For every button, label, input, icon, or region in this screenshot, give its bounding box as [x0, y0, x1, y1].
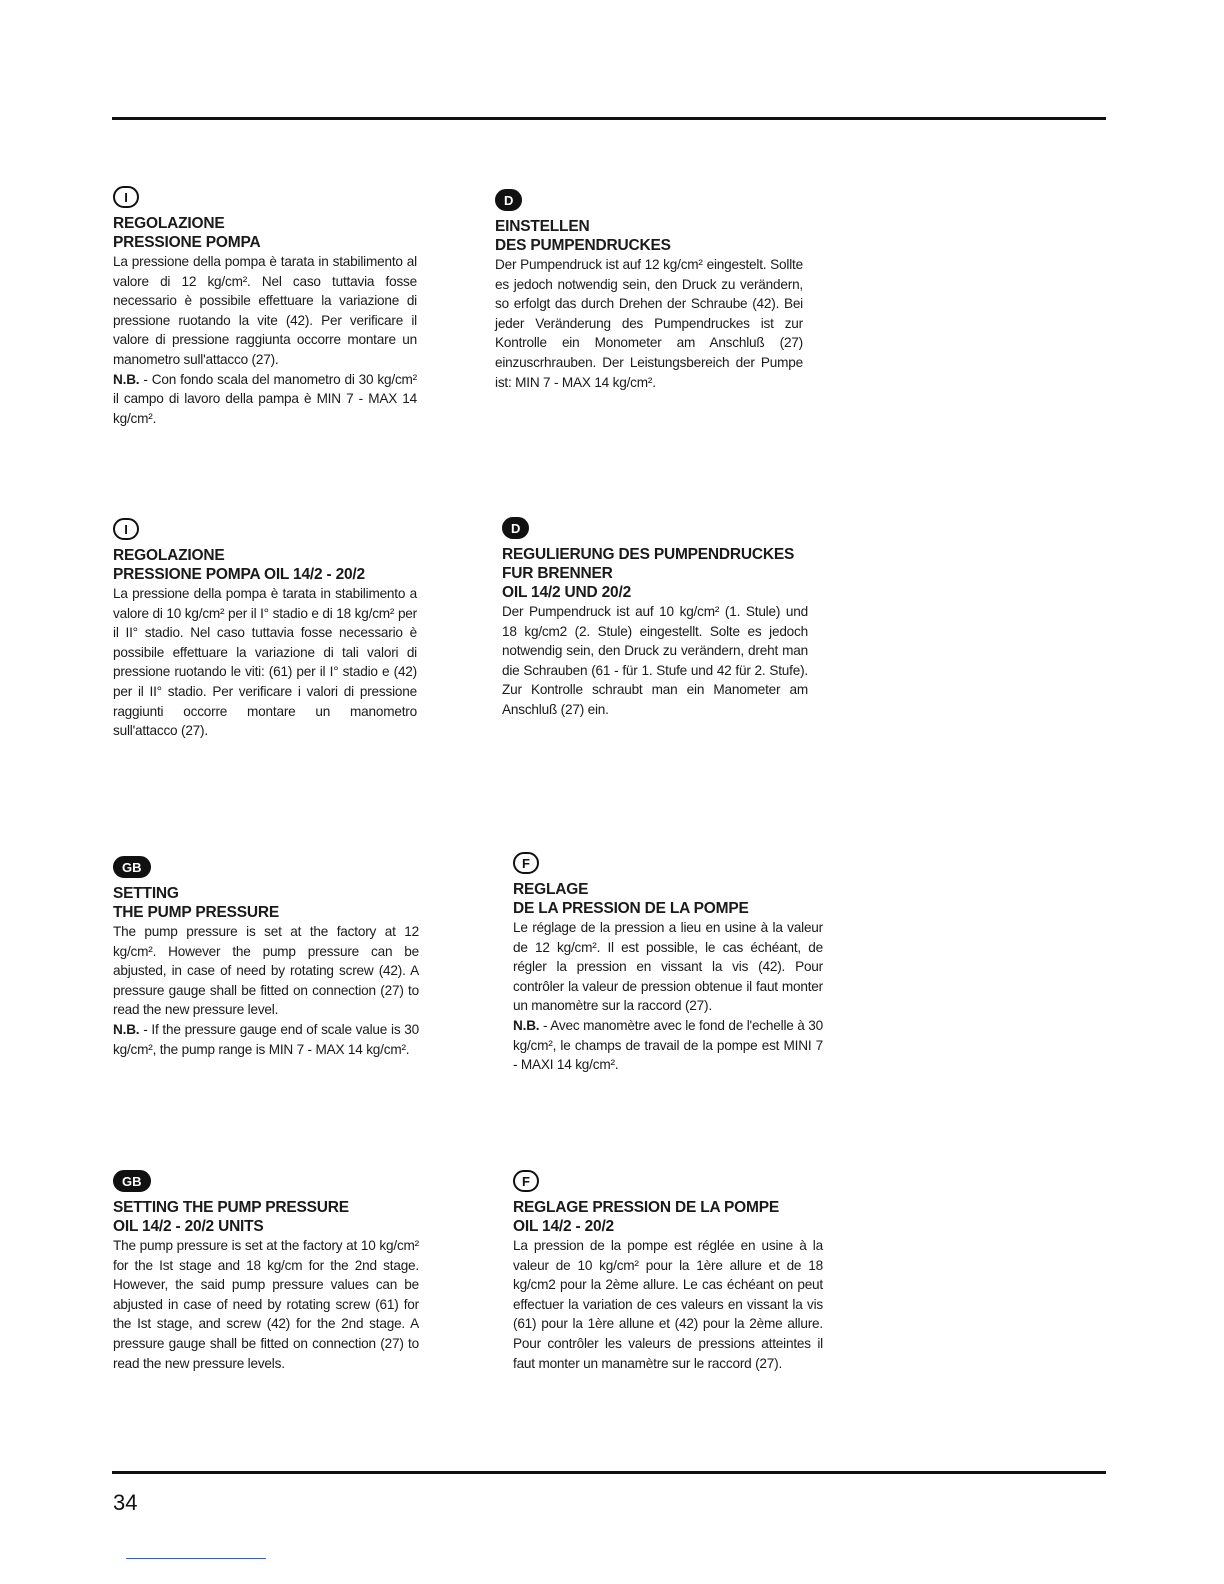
section-title-line1: REGOLAZIONE	[113, 547, 225, 564]
section-title-line2: PRESSIONE POMPA	[113, 234, 261, 251]
section-title-line2: FUR BRENNER	[502, 565, 613, 582]
language-badge-fr: F	[513, 1170, 539, 1192]
section-title-line2: DE LA PRESSION DE LA POMPE	[513, 900, 749, 917]
section-body: Der Pumpendruck ist auf 10 kg/cm² (1. Stule) und 18 kg/cm2 (2. Stule) eingestellt. Solte es jedoch notwendig sein, den Druck zu verändern, dreht man die Schrauben (61 - für 1. Stufe und 42 für 2. Stufe). Zur Kontrolle schraubt man ein Manometer am Anschluß (27) ein.	[502, 604, 808, 717]
section-title-line3: OIL 14/2 UND 20/2	[502, 584, 631, 601]
section-title-line2: DES PUMPENDRUCKES	[495, 237, 671, 254]
section-gb-pump-pressure	[113, 856, 419, 1059]
nb-text: - Avec manomètre avec le fond de l'echelle à 30 kg/cm², le champs de travail de la pompe est MINI 7 - MAXI 14 kg/cm².	[513, 1017, 823, 1073]
section-title-line2: OIL 14/2 - 20/2	[513, 1218, 614, 1235]
language-badge-de: D	[495, 189, 522, 211]
nb-text: - Con fondo scala del manometro di 30 kg/cm² il campo di lavoro della pampa è MIN 7 - MAX 14 kg/cm².	[113, 371, 417, 426]
section-fr-pump-pressure-oil	[513, 1170, 823, 1373]
section-body	[113, 252, 417, 428]
section-body: The pump pressure is set at the factory at 10 kg/cm² for the Ist stage and 18 kg/cm for the 2nd stage. However, the said pump pressure values can be abjusted in case of need by rotating screw (61) for the Ist stage, and screw (42) for the 2nd stage. A pressure gauge shall be fitted on connection (27) to read the new pressure levels.	[113, 1238, 419, 1371]
nb-label: N.B.	[113, 1021, 140, 1037]
section-title-line2: THE PUMP PRESSURE	[113, 904, 279, 921]
language-badge-gb: GB	[113, 1170, 151, 1192]
body-text: The pump pressure is set at the factory at 12 kg/cm². However the pump pressure can be abjusted, in case of need by rotating screw (42). A pressure gauge shall be fitted on connection (27) to read the new pressure level.	[113, 924, 419, 1018]
section-title-line1: REGLAGE PRESSION DE LA POMPE	[513, 1199, 779, 1216]
section-body: La pressione della pompa è tarata in stabilimento a valore di 10 kg/cm² per il I° stadio e di 18 kg/cm² per il II° stadio. Nel caso tuttavia fosse necessario è possibile effettuare la variazione di tali valori di pressione ruotando le viti: (61) per il I° stadio e (42) per il II° stadio. Per verificare i valori di pressione raggiunti occorre montare un manometro sull'attacco (27).	[113, 586, 417, 739]
language-badge-fr: F	[513, 852, 539, 874]
section-body	[113, 922, 419, 1059]
section-title-line2: OIL 14/2 - 20/2 UNITS	[113, 1218, 264, 1235]
language-badge-gb: GB	[113, 856, 151, 878]
nb-text: - If the pressure gauge end of scale value is 30 kg/cm², the pump range is MIN 7 - MAX 14 kg/cm².	[113, 1021, 419, 1057]
top-rule	[112, 117, 1106, 120]
language-badge-it: I	[113, 186, 139, 208]
section-gb-pump-pressure-oil	[113, 1170, 419, 1373]
section-it-pump-pressure	[113, 186, 417, 428]
body-text: Le réglage de la pression a lieu en usine à la valeur de 12 kg/cm². Il est possible, le cas échéant, de régler la pression en vissant la vis (42). Pour contrôler la valeur de pression obtenue il faut monter un manomètre sur la raccord (27).	[513, 920, 823, 1014]
nb-label: N.B.	[113, 371, 140, 387]
language-badge-it: I	[113, 518, 139, 540]
section-de-pump-pressure	[495, 189, 803, 392]
section-title-line1: REGOLAZIONE	[113, 215, 225, 232]
section-body: La pression de la pompe est réglée en usine à la valeur de 10 kg/cm² pour la 1ère allure et de 18 kg/cm2 pour la 2ème allure. Le cas échéant on peut effectuer la variation de ces valeurs en vissant la vis (61) pour la 1ère allune et (42) pour la 2ème allure. Pour contrôler les valeurs de pressions atteintes il faut monter un manamètre sur le raccord (27).	[513, 1238, 823, 1371]
body-text: La pressione della pompa è tarata in stabilimento al valore di 12 kg/cm². Nel caso tuttavia fosse necessario è possibile effettuare la variazione di pressione ruotando la vite (42). Per verificare il valore di pressione raggiunta occorre montare un manometro sull'attacco (27).	[113, 254, 417, 367]
section-title-line1: REGLAGE	[513, 881, 589, 898]
footer-underline	[126, 1558, 266, 1559]
section-title-line2: PRESSIONE POMPA OIL 14/2 - 20/2	[113, 566, 365, 583]
section-title-line1: SETTING	[113, 885, 179, 902]
section-de-pump-pressure-oil	[502, 517, 808, 720]
nb-label: N.B.	[513, 1017, 540, 1033]
section-body: Der Pumpendruck ist auf 12 kg/cm² eingestelt. Sollte es jedoch notwendig sein, den Druck zu verändern, so erfolgt das durch Drehen der Schraube (42). Bei jeder Veränderung des Pumpendruckes ist zur Kontrolle ein Monometer am Anschluß (27) einzuscrhrauben. Der Leistungsbereich der Pumpe ist: MIN 7 - MAX 14 kg/cm².	[495, 257, 803, 390]
section-title-line1: SETTING THE PUMP PRESSURE	[113, 1199, 349, 1216]
section-it-pump-pressure-oil	[113, 518, 417, 741]
language-badge-de: D	[502, 517, 529, 539]
section-body	[513, 918, 823, 1075]
section-title-line1: EINSTELLEN	[495, 218, 590, 235]
bottom-rule	[112, 1471, 1106, 1474]
page-number: 34	[113, 1490, 138, 1515]
section-fr-pump-pressure	[513, 852, 823, 1075]
section-title-line1: REGULIERUNG DES PUMPENDRUCKES	[502, 546, 795, 563]
